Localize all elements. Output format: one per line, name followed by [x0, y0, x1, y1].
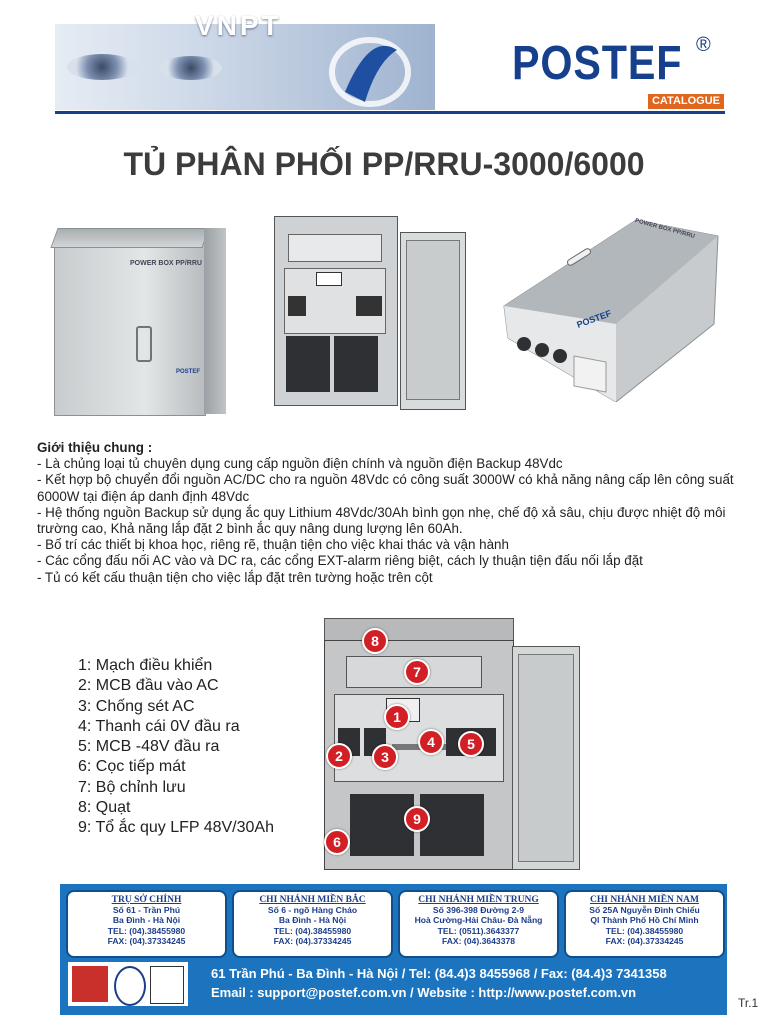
marker-3: 3	[372, 744, 398, 770]
intro-bullet: - Các cổng đấu nối AC vào và DC ra, các cổng EXT-alarm riêng biệt, cách ly thuận tiện đấu nối lắp đặt	[37, 553, 643, 569]
cabinet-brand: POSTEF	[176, 369, 201, 375]
branch-line: FAX: (04).37334245	[107, 936, 186, 947]
branch-line: Ba Đình - Hà Nội	[112, 915, 181, 926]
branch-line: TEL: (04).38455980	[605, 925, 684, 936]
cabinet-label: POWER BOX PP/RRU	[634, 218, 696, 240]
marker-9: 9	[404, 806, 430, 832]
intro-bullet: - Kết hợp bộ chuyển đổi nguồn AC/DC cho ra nguồn 48Vdc có công suất 3000W có khả năng nâng cấp lên công suất 6000W tại điện áp danh định 48Vdc	[37, 472, 734, 504]
footer-contact	[211, 964, 667, 1002]
postef-logo: POSTEF	[512, 37, 683, 90]
cabinet-side-image	[496, 206, 724, 402]
eye-image	[67, 54, 137, 80]
legend-item: 7: Bộ chỉnh lưu	[78, 778, 186, 796]
branch-line: Số 396-398 Đường 2-9	[432, 905, 525, 915]
footer-address: 61 Trần Phú - Ba Đình - Hà Nội / Tel: (84.4)3 8455968 / Fax: (84.4)3 7341358	[211, 966, 667, 981]
intro-bullet: - Bố trí các thiết bị khoa học, riêng rẽ, thuận tiện cho việc khai thác và vận hành	[37, 537, 509, 553]
branch-card-south	[564, 890, 725, 958]
branch-card-north	[232, 890, 393, 958]
branch-name: CHI NHÁNH MIỀN BẮC	[259, 895, 366, 905]
intro-bullet: - Tủ có kết cấu thuận tiện cho việc lắp đặt trên tường hoặc trên cột	[37, 569, 433, 585]
legend-item: 9: Tổ ắc quy LFP 48V/30Ah	[78, 819, 274, 837]
branch-line: FAX: (04).37334245	[273, 936, 352, 947]
page-title: TỦ PHÂN PHỐI PP/RRU-3000/6000	[123, 146, 645, 182]
marker-5: 5	[458, 731, 484, 757]
branch-line: FAX: (04).3643378	[441, 936, 516, 947]
intro-heading: Giới thiệu chung :	[37, 440, 153, 455]
marker-1: 1	[384, 704, 410, 730]
marker-2: 2	[326, 743, 352, 769]
branch-line: Số 61 - Trần Phú	[112, 905, 181, 915]
footer-email-website[interactable]: Email : support@postef.com.vn / Website : http://www.postef.com.vn	[211, 985, 637, 1000]
legend-item: 2: MCB đầu vào AC	[78, 677, 219, 695]
branch-line: FAX: (04).37334245	[605, 936, 684, 947]
branch-card-central	[398, 890, 559, 958]
registered-mark: ®	[696, 34, 711, 56]
branch-line: Số 25A Nguyễn Đình Chiểu	[589, 905, 700, 915]
legend-item: 6: Cọc tiếp mát	[78, 758, 186, 776]
cabinet-diagram	[320, 616, 582, 870]
branch-card-head-office	[66, 890, 227, 958]
iso-badge-icon	[72, 966, 108, 1002]
legend-item: 4: Thanh cái 0V đầu ra	[78, 717, 240, 735]
marker-8: 8	[362, 628, 388, 654]
cabinet-open-image	[270, 212, 470, 408]
legend-item: 3: Chống sét AC	[78, 697, 195, 715]
marker-4: 4	[418, 729, 444, 755]
vnpt-brand: VNPT	[195, 10, 282, 41]
header-divider	[55, 111, 725, 114]
branch-line: Ql Thành Phố Hồ Chí Minh	[590, 915, 699, 926]
vnpt-swoosh-icon	[325, 32, 415, 108]
eye-image	[160, 56, 222, 80]
branch-line: TEL: (0511).3643377	[437, 925, 520, 936]
legend-item: 1: Mạch điều khiển	[78, 657, 213, 674]
branch-line: TEL: (04).38455980	[107, 925, 186, 936]
bureau-veritas-seal-icon	[114, 966, 146, 1006]
cabinet-brand: POSTEF	[575, 308, 613, 330]
branch-name: CHI NHÁNH MIỀN NAM	[590, 895, 699, 905]
component-legend	[78, 656, 274, 839]
branch-name: CHI NHÁNH MIỀN TRUNG	[418, 895, 539, 905]
cabinet-label: POWER BOX PP/RRU	[130, 260, 202, 267]
branch-line: Ba Đình - Hà Nội	[278, 915, 347, 926]
legend-item: 5: MCB -48V đầu ra	[78, 738, 220, 756]
branch-name: TRỤ SỞ CHÍNH	[111, 895, 182, 905]
branch-line: Hoà Cường-Hải Châu- Đà Nẵng	[414, 915, 543, 926]
catalogue-tag: CATALOGUE	[648, 94, 724, 109]
certification-badges	[68, 962, 188, 1006]
cabinet-front-image	[50, 222, 232, 417]
footer	[60, 884, 727, 1015]
intro-bullet: - Hệ thống nguồn Backup sử dụng ắc quy Lithium 48Vdc/30Ah bình gọn nhẹ, chế độ xả sâu, chịu được nhiệt độ môi trường cao, Khả năng lắp đặt 2 bình ắc quy nâng dung lượng lên 60Ah.	[37, 504, 726, 537]
intro-section	[37, 440, 737, 586]
marker-6: 6	[324, 829, 350, 855]
ukas-mark-icon	[150, 966, 184, 1004]
marker-7: 7	[404, 659, 430, 685]
page-number: Tr.1	[738, 996, 759, 1010]
intro-bullet: - Là chủng loại tủ chuyên dụng cung cấp nguồn điện chính và nguồn điện Backup 48Vdc	[37, 456, 563, 472]
branch-line: Số 6 - ngõ Hàng Cháo	[267, 905, 358, 915]
legend-item: 8: Quạt	[78, 799, 131, 817]
branch-line: TEL: (04).38455980	[273, 925, 352, 936]
